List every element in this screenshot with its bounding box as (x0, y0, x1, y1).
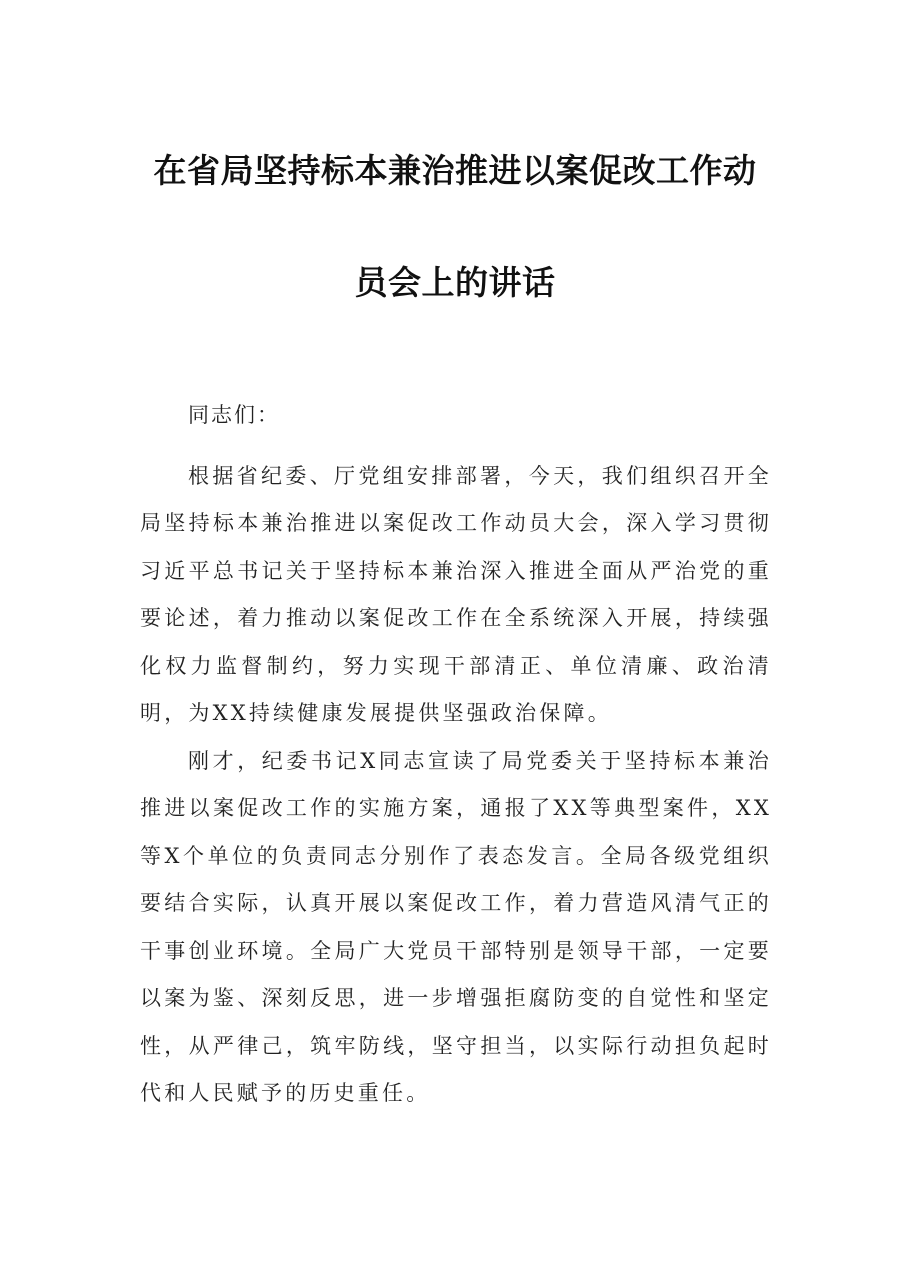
salutation: 同志们： (188, 403, 280, 427)
paragraph-1: 根据省纪委、厅党组安排部署，今天，我们组织召开全局坚持标本兼治推进以案促改工作动员大会，深入学习贯彻习近平总书记关于坚持标本兼治深入推进全面从严治党的重要论述，着力推动以案促改工作在全系统深入开展，持续强化权力监督制约，努力实现干部清正、单位清廉、政治清明，为XX持续健康发展提供坚强政治保障。 (140, 463, 772, 725)
title-line-1: 在省局坚持标本兼治推进以案促改工作动 (153, 151, 757, 190)
title-line-2: 员会上的讲话 (354, 263, 556, 302)
paragraph-2: 刚才，纪委书记X同志宣读了局党委关于坚持标本兼治推进以案促改工作的实施方案，通报了XX等典型案件，XX等X个单位的负责同志分别作了表态发言。全局各级党组织要结合实际，认真开展以案促改工作，着力营造风清气正的干事创业环境。全局广大党员干部特别是领导干部，一定要以案为鉴、深刻反思，进一步增强拒腐防变的自觉性和坚定性，从严律己，筑牢防线，坚守担当，以实际行动担负起时代和人民赋予的历史重任。 (140, 748, 772, 1105)
document-body (140, 392, 772, 1118)
